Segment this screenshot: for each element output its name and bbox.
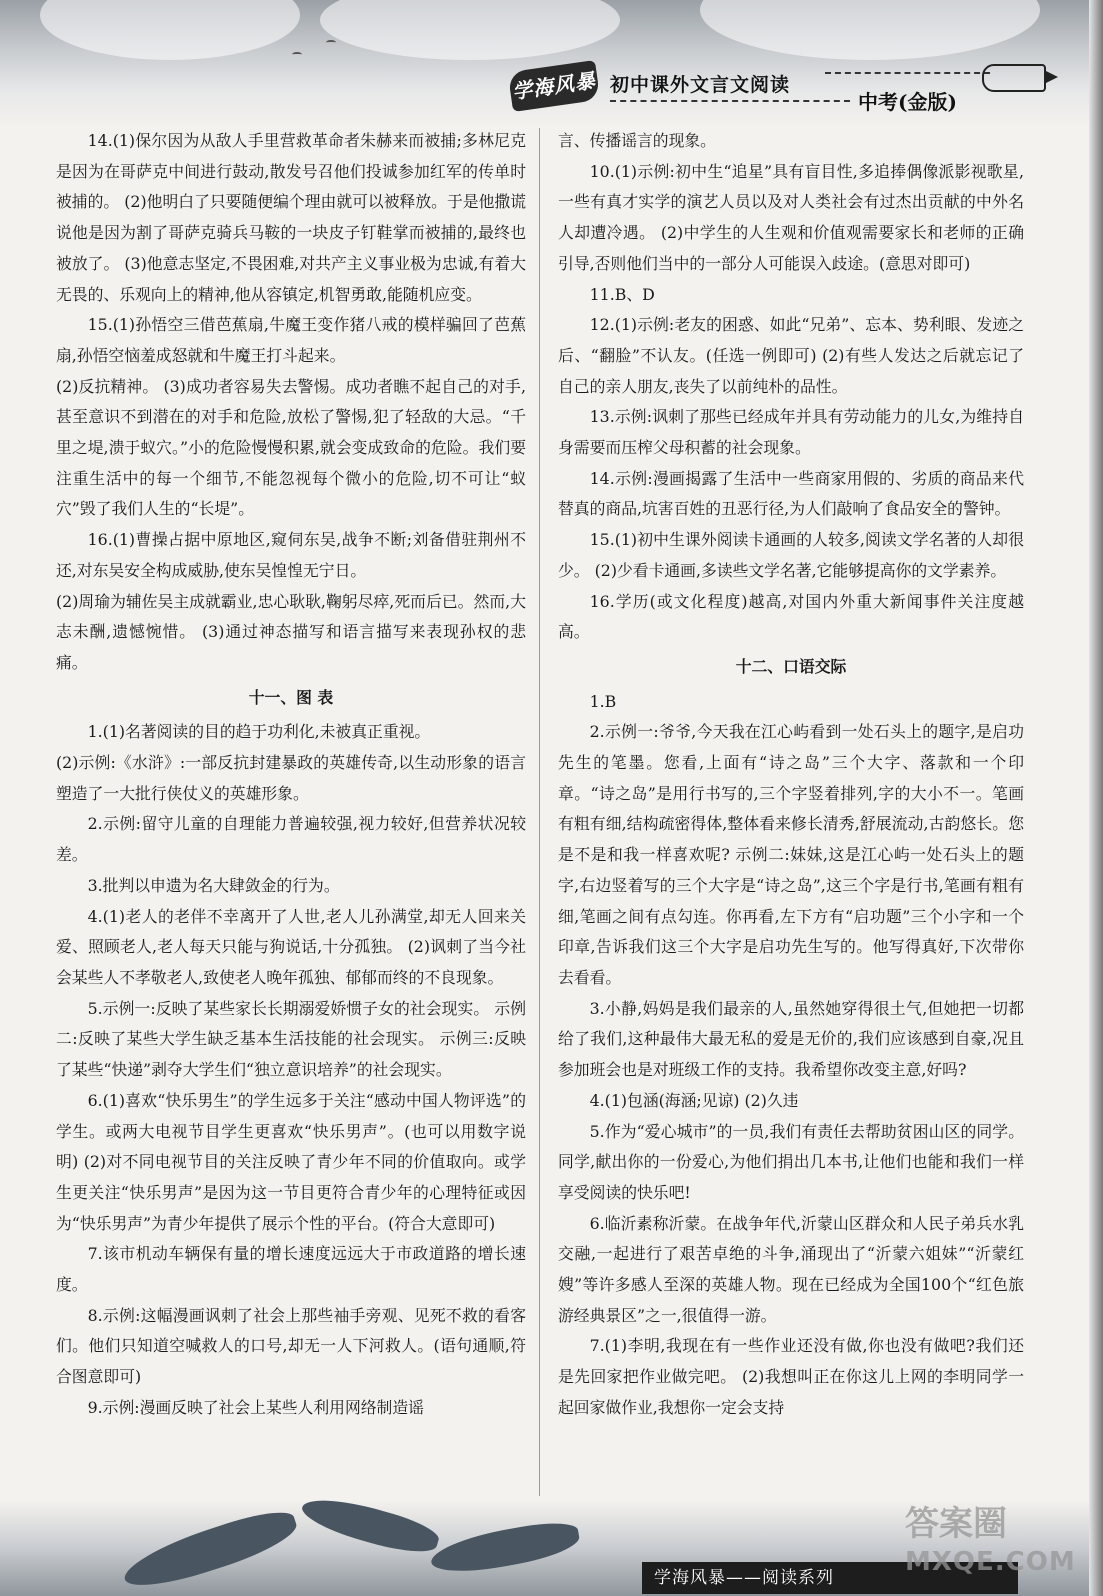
answer-paragraph: 5.作为“爱心城市”的一员,我们有责任去帮助贫困山区的同学。同学,献出你的一份爱心,为他们捐出几本书,让他们也能和我们一样享受阅读的快乐吧! bbox=[558, 1121, 1024, 1202]
answer-paragraph: 6.临沂素称沂蒙。在战争年代,沂蒙山区群众和人民子弟兵水乳交融,一起进行了艰苦卓绝的斗争,涌现出了“沂蒙六姐妹”“沂蒙红嫂”等许多感人至深的英雄人物。现在已经成为全国100个“红色旅游经典景区”之一,很值得一游。 bbox=[558, 1213, 1024, 1325]
answer-paragraph: (2)周瑜为辅佐吴主成就霸业,忠心耿耿,鞠躬尽瘁,死而后已。然而,大志未酬,遗憾惋惜。 (3)通过神态描写和语言描写来表现孙权的悲痛。 bbox=[56, 591, 526, 672]
pen-icon bbox=[982, 64, 1046, 92]
answer-paragraph: 11.B、D bbox=[589, 284, 655, 304]
dolphin-icon bbox=[428, 1517, 582, 1579]
dolphin-icon bbox=[118, 1503, 302, 1596]
answer-paragraph: 14.示例:漫画揭露了生活中一些商家用假的、劣质的商品来代替真的商品,坑害百姓的丑恶行径,为人们敲响了食品安全的警钟。 bbox=[558, 468, 1024, 519]
answer-paragraph: 7.该市机动车辆保有量的增长速度远远大于市政道路的增长速度。 bbox=[56, 1244, 526, 1295]
answer-paragraph: 10.(1)示例:初中生“追星”具有盲目性,多追捧偶像派影视歌星,一些有真才实学的演艺人员以及对人类社会有过杰出贡献的中外名人却遭冷遇。 (2)中学生的人生观和价值观需要家长和老师的正确引导,否则他们当中的一部分人可能误入歧途。(意思对即可) bbox=[558, 161, 1024, 273]
answer-paragraph: 1.(1)名著阅读的目的趋于功利化,未被真正重视。 bbox=[87, 722, 431, 742]
header-dashed-line bbox=[825, 72, 990, 74]
answer-paragraph: 7.(1)李明,我现在有一些作业还没有做,你也没有做吧?我们还是先回家把作业做完吧。 (2)我想叫正在你这儿上网的李明同学一起回家做作业,我想你一定会支持 bbox=[558, 1336, 1024, 1417]
answer-paragraph: 15.(1)初中生课外阅读卡通画的人较多,阅读文学名著的人却很少。 (2)少看卡通画,多读些文学名著,它能够提高你的文学素养。 bbox=[558, 530, 1024, 580]
section-heading: 十二、口语交际 bbox=[735, 656, 847, 676]
page-edge-shadow bbox=[1089, 0, 1103, 1596]
brand-logo: 学海风暴 bbox=[508, 60, 601, 112]
answer-paragraph: 言、传播谣言的现象。 bbox=[558, 131, 716, 150]
answer-paragraph: 1.B bbox=[589, 691, 617, 711]
answer-paragraph: (2)示例:《水浒》:一部反抗封建暴政的英雄传奇,以生动形象的语言塑造了一大批行侠仗义的英雄形象。 bbox=[56, 753, 526, 803]
right-column bbox=[558, 126, 1024, 1424]
book-edition: 中考(金版) bbox=[858, 90, 957, 114]
cloud-decoration bbox=[320, 0, 620, 60]
answer-paragraph: 3.批判以申遗为名大肆敛金的行为。 bbox=[87, 875, 340, 895]
book-title: 初中课外文言文阅读 bbox=[610, 74, 791, 96]
answer-paragraph: 4.(1)老人的老伴不幸离开了人世,老人儿孙满堂,却无人回来关爱、照顾老人,老人每天只能与狗说话,十分孤独。 (2)讽刺了当今社会某些人不孝敬老人,致使老人晚年孤独、郁郁而终的不良现象。 bbox=[56, 906, 526, 987]
answer-paragraph: 6.(1)喜欢“快乐男生”的学生远多于关注“感动中国人物评选”的学生。或两大电视节目学生更喜欢“快乐男声”。(也可以用数字说明) (2)对不同电视节目的关注反映了青少年不同的价值取向。或学生更关注“快乐男声”是因为这一节目更符合青少年的心理特征或因为“快乐男声”为青少年提供了展示个性的平台。(符合大意即可) bbox=[56, 1090, 526, 1233]
bird-icon bbox=[292, 52, 302, 57]
answer-paragraph: 16.学历(或文化程度)越高,对国内外重大新闻事件关注度越高。 bbox=[558, 591, 1024, 642]
answer-paragraph: 15.(1)孙悟空三借芭蕉扇,牛魔王变作猪八戒的模样骗回了芭蕉扇,孙悟空恼羞成怒就和牛魔王打斗起来。 bbox=[56, 315, 526, 365]
answer-paragraph: 14.(1)保尔因为从敌人手里营救革命者朱赫来而被捕;多林尼克是因为在哥萨克中间进行鼓动,散发号召他们投诚参加红军的传单时被捕的。 (2)他明白了只要随便编个理由就可以被释放。于是他撒谎说他是因为割了哥萨克骑兵马鞍的一块皮子钉鞋掌而被捕的,最终也被放了。 (3)他意志坚定,不畏困难,对共产主义事业极为忠诚,有着大无畏的、乐观向上的精神,他从容镇定,机智勇敢,能随机应变。 bbox=[56, 131, 526, 304]
watermark bbox=[905, 1505, 1076, 1581]
answer-paragraph: (2)反抗精神。 (3)成功者容易失去警惕。成功者瞧不起自己的对手,甚至意识不到潜在的对手和危险,放松了警惕,犯了轻敌的大忌。“千里之堤,溃于蚁穴。”小的危险慢慢积累,就会变成致命的危险。我们要注重生活中的每一个细节,不能忽视每个微小的危险,切不可让“蚁穴”毁了我们人生的“长堤”。 bbox=[56, 376, 526, 519]
watermark-text: 答案圈 bbox=[905, 1504, 1007, 1544]
bird-icon bbox=[326, 40, 336, 45]
section-heading: 十一、图 表 bbox=[248, 687, 334, 707]
cloud-decoration bbox=[40, 0, 300, 60]
answer-paragraph: 2.示例一:爷爷,今天我在江心屿看到一处石头上的题字,是启功先生的笔墨。您看,上面有“诗之岛”三个大字、落款和一个印章。“诗之岛”是用行书写的,三个字竖着排列,字的大小不一。笔画有粗有细,结构疏密得体,整体看来修长清秀,舒展流动,古韵悠长。您是不是和我一样喜欢呢? 示例二:妹妹,这是江心屿一处石头上的题字,右边竖着写的三个大字是“诗之岛”,这三个字是行书,笔画有粗有细,笔画之间有点勾连。你再看,左下方有“启功题”三个小字和一个印章,告诉我们这三个大字是启功先生写的。他写得真好,下次带你去看看。 bbox=[558, 722, 1024, 987]
answer-paragraph: 5.示例一:反映了某些家长长期溺爱娇惯子女的社会现实。 示例二:反映了某些大学生缺乏基本生活技能的社会现实。 示例三:反映了某些“快递”剥夺大学生们“独立意识培养”的社会现实。 bbox=[56, 998, 526, 1080]
dolphin-icon bbox=[298, 1500, 442, 1561]
cloud-decoration bbox=[700, 0, 1040, 60]
answer-paragraph: 2.示例:留守儿童的自理能力普遍较强,视力较好,但营养状况较差。 bbox=[56, 814, 527, 865]
answer-paragraph: 9.示例:漫画反映了社会上某些人利用网络制造谣 bbox=[87, 1397, 424, 1417]
answer-paragraph: 3.小静,妈妈是我们最亲的人,虽然她穿得很土气,但她把一切都给了我们,这种最伟大最无私的爱是无价的,我们应该感到自豪,况且参加班会也是对班级工作的支持。我希望你改变主意,好吗? bbox=[558, 998, 1024, 1080]
answer-paragraph: 12.(1)示例:老友的困惑、如此“兄弟”、忘本、势利眼、发迹之后、“翻脸”不认友。(任选一例即可) (2)有些人发达之后就忘记了自己的亲人朋友,丧失了以前纯朴的品性。 bbox=[558, 315, 1024, 396]
answer-paragraph: 4.(1)包涵(海涵;见谅) (2)久违 bbox=[589, 1090, 799, 1110]
page-header bbox=[0, 0, 1103, 128]
header-dashed-line bbox=[610, 100, 850, 102]
watermark-url: MXQE.COM bbox=[905, 1547, 1076, 1577]
answer-paragraph: 13.示例:讽刺了那些已经成年并具有劳动能力的儿女,为维持自身需要而压榨父母积蓄的社会现象。 bbox=[558, 407, 1024, 458]
answer-paragraph: 8.示例:这幅漫画讽刺了社会上那些袖手旁观、见死不救的看客们。他们只知道空喊救人的口号,却无一人下河救人。(语句通顺,符合图意即可) bbox=[56, 1305, 526, 1387]
left-column bbox=[56, 126, 526, 1424]
footer-series-title: 学海风暴——阅读系列 bbox=[642, 1562, 1018, 1594]
column-divider bbox=[539, 128, 540, 1496]
answer-paragraph: 16.(1)曹操占据中原地区,窥伺东吴,战争不断;刘备借驻荆州不还,对东吴安全构成威胁,使东吴惶惶无宁日。 bbox=[56, 530, 526, 580]
